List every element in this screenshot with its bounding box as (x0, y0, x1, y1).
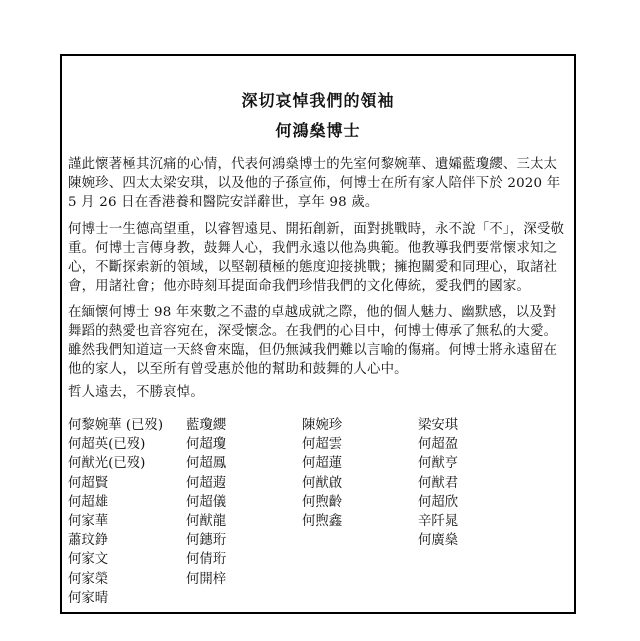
signatory-name: 何超蕸 (186, 475, 227, 491)
signatory-name: 何家文 (68, 552, 109, 568)
signatory-name: 何黎婉華 (已歿) (68, 418, 164, 433)
signatory-name: 何家榮 (68, 571, 109, 587)
obituary-notice (60, 54, 576, 614)
signatory-name: 何家華 (68, 514, 109, 530)
tribute-paragraph: 何博士一生德高望重，以睿智遠見、開拓創新，面對挑戰時，永不說「不」，深受敬重。何博士言傳身教，鼓舞人心，我們永遠以他為典範。他教導我們要常懷求知之心，不斷探索新的領域，以堅韌積極的態度迎接挑戰；擁抱關愛和同理心，取諸社會，用諸社會；他亦時刻耳提面命我們珍惜我們的文化傳統，愛我們的國家。 (68, 222, 565, 294)
signatory-name: 何煦鑫 (302, 514, 343, 530)
signatory-name: 何超欣 (418, 494, 459, 510)
announcement-paragraph: 謹此懷著極其沉痛的心情，代表何鴻燊博士的先室何黎婉華、遺孀藍瓊纓、三太太陳婉珍、四太太梁安琪，以及他的子孫宣佈，何博士在所有家人陪伴下於 2020 年 5 月 26 日在香港養和醫院安詳辭世，享年 98 歲。 (68, 157, 561, 210)
signatory-name: 何廣燊 (418, 533, 459, 549)
signatory-name: 梁安琪 (418, 418, 459, 433)
notice-title: 深切哀悼我們的領袖 (241, 91, 395, 110)
signatory-name: 何超儀 (186, 494, 227, 510)
signatory-name: 藍瓊纓 (186, 418, 227, 433)
signatory-name: 何猷啟 (302, 475, 343, 491)
signatories-column-4 (418, 416, 458, 550)
signatory-name: 何開梓 (186, 571, 227, 587)
signatory-name: 何超鳳 (186, 456, 227, 472)
signatory-name: 何超瓊 (186, 437, 227, 453)
closing-line: 哲人遠去，不勝哀悼。 (68, 385, 204, 400)
notice-subtitle: 何鴻燊博士 (275, 121, 361, 140)
signatory-name: 蕭玟錚 (68, 533, 109, 549)
signatory-name: 何猷君 (418, 475, 459, 491)
signatory-name: 何猷龍 (186, 514, 227, 530)
signatory-name: 何鏸珩 (186, 533, 227, 549)
signatory-name: 何倩珩 (186, 552, 227, 568)
signatory-name: 何超雲 (302, 437, 343, 453)
signatory-name: 何猷光(已歿) (68, 456, 146, 472)
signatories-column-1 (68, 416, 163, 608)
signatory-name: 何超賢 (68, 475, 109, 491)
signatory-name: 何超蓮 (302, 456, 343, 472)
signatory-name: 何超英(已歿) (68, 437, 146, 453)
signatory-name: 何超盈 (418, 437, 459, 453)
signatory-name: 辛阡晁 (418, 514, 459, 530)
signatory-name: 何超雄 (68, 494, 109, 510)
signatories-column-3 (302, 416, 342, 531)
signatory-name: 何家晴 (68, 590, 109, 606)
signatory-name: 陳婉珍 (302, 418, 343, 433)
signatory-name: 何猷亨 (418, 456, 459, 472)
signatories-column-2 (186, 416, 226, 589)
signatory-name: 何煦齡 (302, 494, 343, 510)
remembrance-paragraph: 在緬懷何博士 98 年來數之不盡的卓越成就之際，他的個人魅力、幽默感，以及對舞蹈的熱愛也音容宛在，深受懷念。在我們的心目中，何博士傳承了無私的大愛。雖然我們知道這一天終會來臨，但仍無減我們難以言喻的傷痛。何博士將永遠留在他的家人，以至所有曾受惠於他的幫助和鼓舞的人心中。 (68, 305, 558, 377)
